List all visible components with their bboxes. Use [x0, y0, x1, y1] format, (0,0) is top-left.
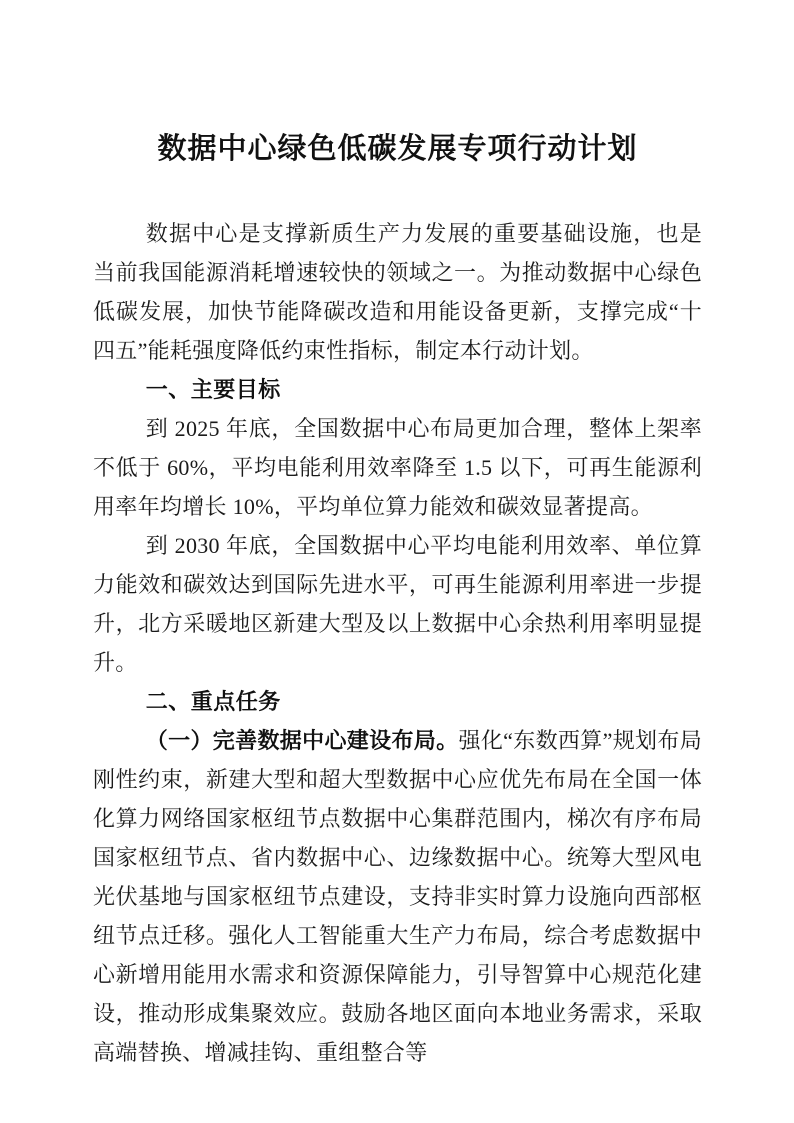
task-1-paragraph [93, 721, 702, 1072]
document-title: 数据中心绿色低碳发展专项行动计划 [157, 133, 638, 165]
goal-2030-paragraph: 到 2030 年底，全国数据中心平均电能利用效率、单位算力能效和碳效达到国际先进水平，可再生能源利用率进一步提升，北方采暖地区新建大型及以上数据中心余热利用率明显提升。 [93, 533, 702, 675]
goal-2025-paragraph: 到 2025 年底，全国数据中心布局更加合理，整体上架率不低于 60%，平均电能利用效率降至 1.5 以下，可再生能源利用率年均增长 10%，平均单位算力能效和碳效显著提高。 [93, 416, 702, 519]
task-1-lead: （一）完善数据中心建设布局。 [145, 728, 459, 753]
section-heading-key-tasks: 二、重点任务 [145, 689, 281, 714]
section-heading-main-goals: 一、主要目标 [145, 377, 281, 402]
task-1-body: 强化“东数西算”规划布局刚性约束，新建大型和超大型数据中心应优先布局在全国一体化算力网络国家枢纽节点数据中心集群范围内，梯次有序布局国家枢纽节点、省内数据中心、边缘数据中心。统筹大型风电光伏基地与国家枢纽节点建设，支持非实时算力设施向西部枢纽节点迁移。强化人工智能重大生产力布局，综合考虑数据中心新增用能用水需求和资源保障能力，引导智算中心规范化建设，推动形成集聚效应。鼓励各地区面向本地业务需求，采取高端替换、增减挂钩、重组整合等 [93, 728, 702, 1065]
intro-paragraph: 数据中心是支撑新质生产力发展的重要基础设施，也是当前我国能源消耗增速较快的领域之一。为推动数据中心绿色低碳发展，加快节能降碳改造和用能设备更新，支撑完成“十四五”能耗强度降低约束性指标，制定本行动计划。 [93, 221, 702, 363]
